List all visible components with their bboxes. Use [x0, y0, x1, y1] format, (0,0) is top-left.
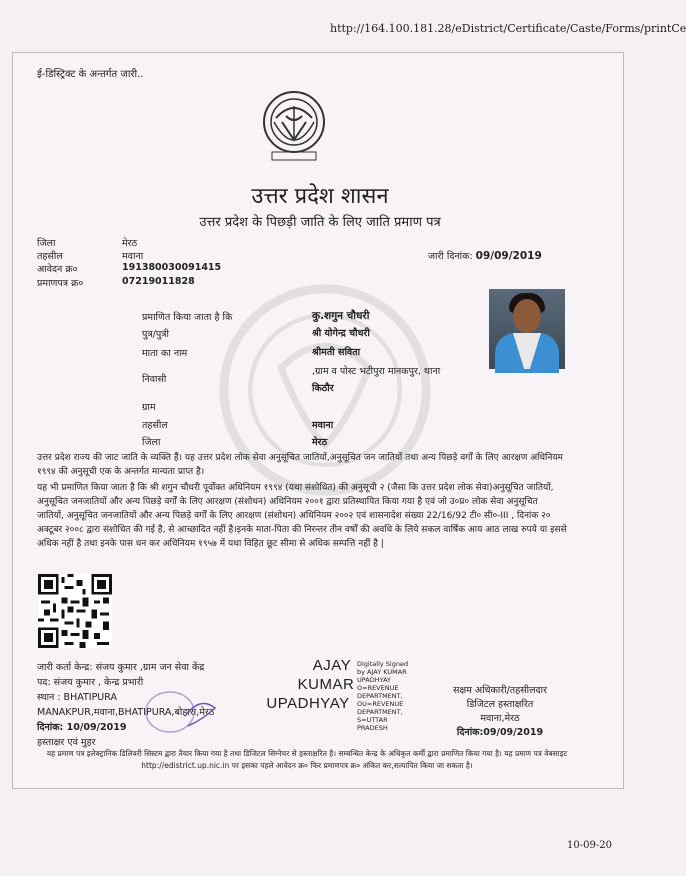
signature-detail: PRADESH: [357, 724, 388, 732]
signature-detail: Digitally Signed: [357, 660, 409, 668]
officer-block: [420, 684, 580, 740]
tehsil-value: मवाना: [122, 251, 144, 262]
district-field-label: जिला: [142, 437, 161, 448]
issue-date: [428, 249, 542, 262]
signature-detail: DEPARTMENT,: [357, 708, 403, 716]
certified-name: कु.शगुन चौधरी: [312, 310, 370, 322]
applicant-photo: [489, 289, 565, 369]
qr-code: [38, 574, 112, 648]
issuer-date: दिनांक: 10/09/2019: [37, 722, 127, 733]
village-label: ग्राम: [142, 402, 156, 413]
district-label: जिला: [37, 238, 56, 249]
certificate-number-value: 07219011828: [122, 276, 195, 287]
issuer-place-value: MANAKPUR,मवाना,BHATIPURA,बोहारा,मेरठ: [37, 707, 215, 718]
district-value: मेरठ: [122, 238, 138, 249]
resident-address-line2: किठौर: [312, 383, 334, 394]
verification-footnote: यह प्रमाण पत्र इलेक्ट्रानिक डिलिवरी सिस्टम द्वारा तैयार किया गया है तथा डिजिटल सिग्नेचर से हस्ताक्षरित है। सम्बन्धित केन्द्र के अधिकृत कर्मी द्वारा प्रमाणित किया गया है। यह प्रमाण पत्र वेबसाइट http://edistrict.up.nic.in पर इसका पहले आवेदन क्र० फिर प्रमाणपत्र क्र० अंकित कर,सत्यापित किया जा सकता है।: [46, 749, 568, 770]
signer-name-line2: KUMAR: [297, 676, 355, 693]
browser-url: http://164.100.181.28/eDistrict/Certificate/Caste/Forms/printCe: [330, 22, 686, 35]
signer-name-line1: AJAY: [312, 657, 352, 674]
tehsil-label: तहसील: [37, 251, 63, 262]
seal-stamp: [140, 686, 220, 736]
issuer-post: पद: संजय कुमार , केन्द्र प्रभारी: [37, 677, 144, 688]
parent-label: पुत्र/पुत्री: [142, 329, 169, 340]
certificate-number-label: प्रमाणपत्र क्र०: [37, 278, 84, 289]
mother-label: माता का नाम: [142, 348, 188, 359]
tehsil-field-label: तहसील: [142, 420, 168, 431]
officer-designation: सक्षम अधिकारी/तहसीलदार: [453, 685, 547, 696]
pre-header-note: ई-डिस्ट्रिक्ट के अन्तर्गत जारी..: [37, 69, 144, 80]
issuer-center: जारी कर्ता केन्द्र: संजय कुमार ,ग्राम जन सेवा केंद्र: [37, 662, 205, 673]
certificate-title: उत्तर प्रदेश शासन: [251, 184, 389, 209]
signature-detail: DEPARTMENT,: [357, 692, 403, 700]
signature-detail: by AJAY KUMAR: [357, 668, 407, 676]
application-number-label: आवेदन क्र०: [37, 264, 78, 275]
signature-detail: S=UTTAR: [357, 716, 388, 724]
signer-name-line3: UPADHYAY: [266, 695, 350, 712]
caste-paragraph: उत्तर प्रदेश राज्य की जाट जाति के व्यक्ति हैं। यह उत्तर प्रदेश लोक सेवा अनुसूचित जातियों,अनुसूचित जन जातियों तथा अन्य पिछड़े वर्गों के लिए आरक्षण अधिनियम १९९४ की अनुसूची एक के अन्तर्गत मान्यता प्राप्त है।: [37, 453, 563, 477]
signature-detail: OU=REVENUE: [357, 700, 404, 708]
resident-address-line1: ,ग्राम व पोस्ट भटीपुरा मानकपुर, थाना: [312, 366, 441, 377]
parent-name: श्री योगेन्द्र चौधरी: [312, 328, 370, 339]
issue-date-value: 09/09/2019: [475, 250, 542, 262]
mother-name: श्रीमती सविता: [312, 347, 361, 358]
officer-location: मवाना,मेरठ: [480, 713, 520, 724]
eligibility-paragraph: यह भी प्रमाणित किया जाता है कि श्री शगुन चौधरी पूर्वोक्त अधिनियम १९९४ (यथा संशोधित) की अनुसूची २ (जैसा कि उत्तर प्रदेश लोक सेवा)अनुसूचित जातियों, अनुसूचित जनजातियों और अन्य पिछड़े वर्गों के लिए आरक्षण (संशोधन) अधिनियम २००१ द्वारा प्रतिस्थापित किया गया है एवं जो उ०प्र० लोक सेवा अनुसूचित जातियों, अनुसूचित जनजातियों और अन्य पिछड़े वर्गों के लिए आरक्षण (संशोधन) अधिनियम २००२ एवं शासनादेश संख्या 22/16/92 टी० सी०-III , दिनांक २० अक्टूबर २००८ द्वारा संशोधित की गई है, से आच्छादित नहीं है।इनके माता-पिता की निरन्तर तीन वर्षों की अवधि के लिये सकल वार्षिक आय आठ लाख रुपये या इससे अधिक नहीं है तथा इनके पास धन कर अधिनियम १९५७ में यथा विहित छूट सीमा से अधिक सम्पत्ति नहीं है |: [37, 483, 567, 549]
officer-digital-signed: डिजिटल हस्ताक्षरित: [466, 699, 534, 710]
certified-label: प्रमाणित किया जाता है कि: [142, 312, 233, 323]
print-date: 10-09-20: [567, 840, 612, 851]
district-field-value: मेरठ: [312, 437, 328, 448]
officer-date: दिनांक:09/09/2019: [456, 727, 544, 738]
issuer-sign-label: हस्ताक्षर एवं मुहर: [37, 737, 96, 748]
signature-detail: O=REVENUE: [357, 684, 399, 692]
signature-details: [357, 660, 408, 732]
issuer-place-label: स्थान : BHATIPURA: [37, 692, 117, 703]
certificate-subtitle: उत्तर प्रदेश के पिछड़ी जाति के लिए जाति प्रमाण पत्र: [199, 215, 441, 230]
resident-label: निवासी: [142, 374, 167, 385]
up-government-emblem: [262, 88, 326, 162]
issue-date-label: जारी दिनांक:: [428, 251, 473, 262]
application-number-value: 191380030091415: [122, 262, 222, 273]
tehsil-field-value: मवाना: [312, 420, 334, 431]
signature-detail: UPADHYAY: [357, 676, 391, 684]
